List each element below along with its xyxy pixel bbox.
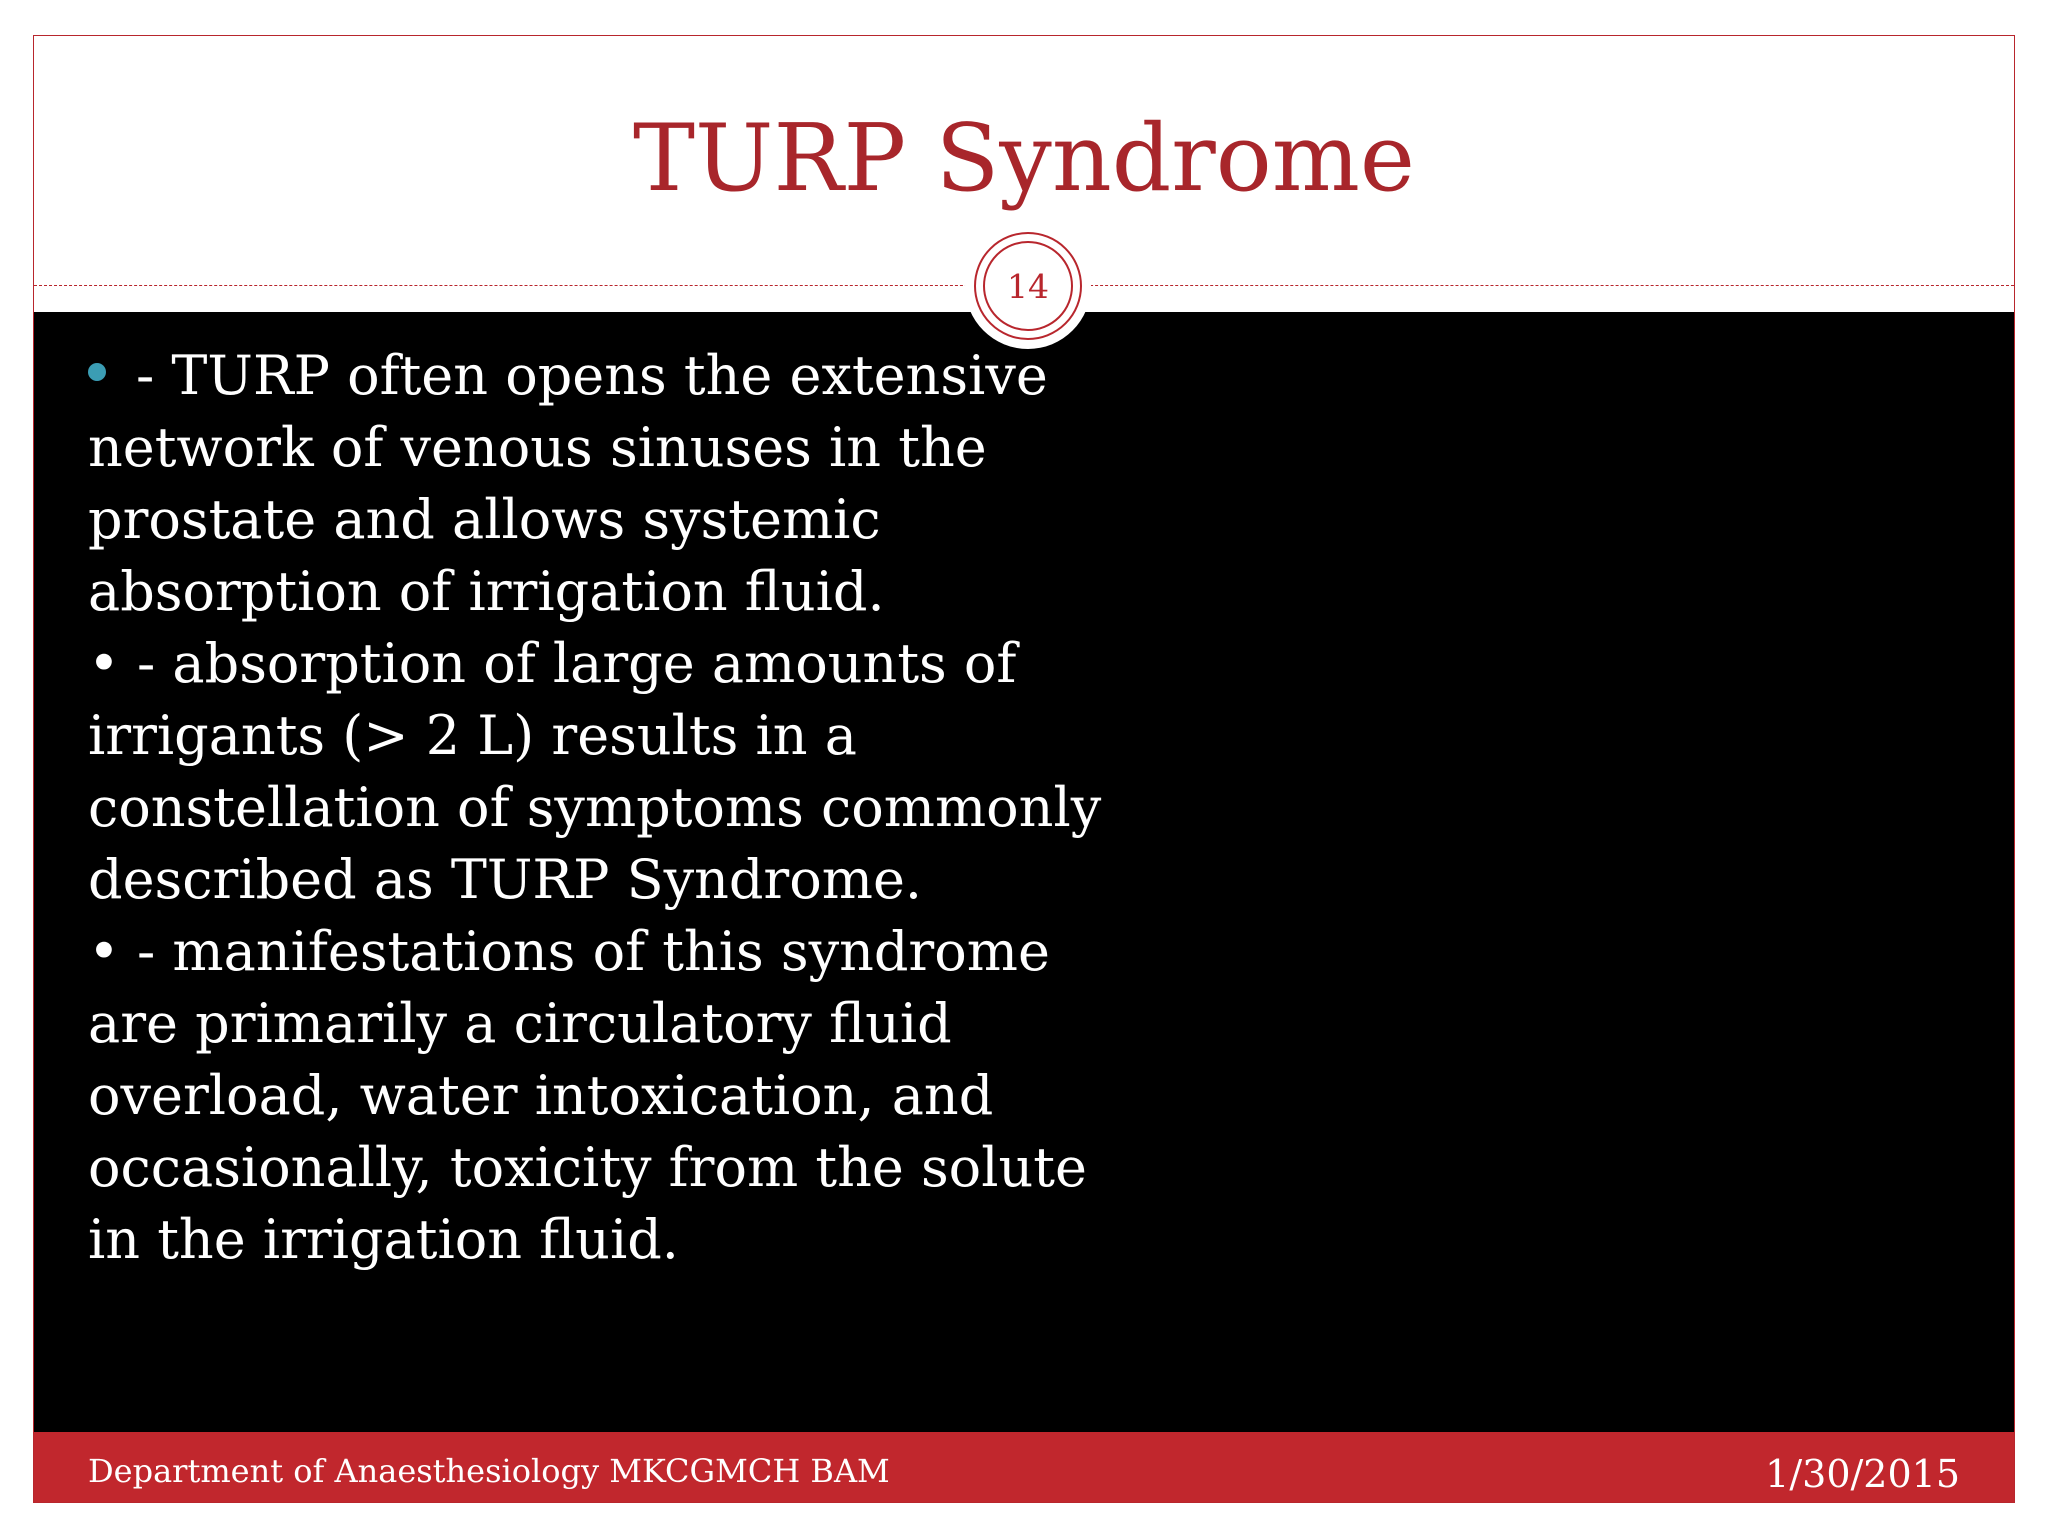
paragraph-1-text: - TURP often opens the extensive network of venous sinuses in the prostate and allows systemic absorption of irrigation fluid. — [88, 344, 1048, 623]
paragraph-1 — [88, 340, 1128, 628]
paragraph-3: • - manifestations of this syndrome are primarily a circulatory fluid overload, water intoxication, and occasionally, toxicity from the solute in the irrigation fluid. — [88, 920, 1087, 1271]
paragraph-2: • - absorption of large amounts of irrigants (> 2 L) results in a constellation of symptoms commonly described as TURP Syndrome. — [88, 632, 1102, 911]
body-text — [88, 340, 1128, 1276]
footer-department: Department of Anaesthesiology MKCGMCH BAM — [88, 1452, 890, 1490]
slide-title: TURP Syndrome — [633, 104, 1415, 212]
bullet-icon — [88, 363, 106, 381]
slide-number-badge — [983, 241, 1073, 331]
footer-date: 1/30/2015 — [1765, 1452, 1960, 1496]
slide-number: 14 — [1007, 266, 1049, 306]
